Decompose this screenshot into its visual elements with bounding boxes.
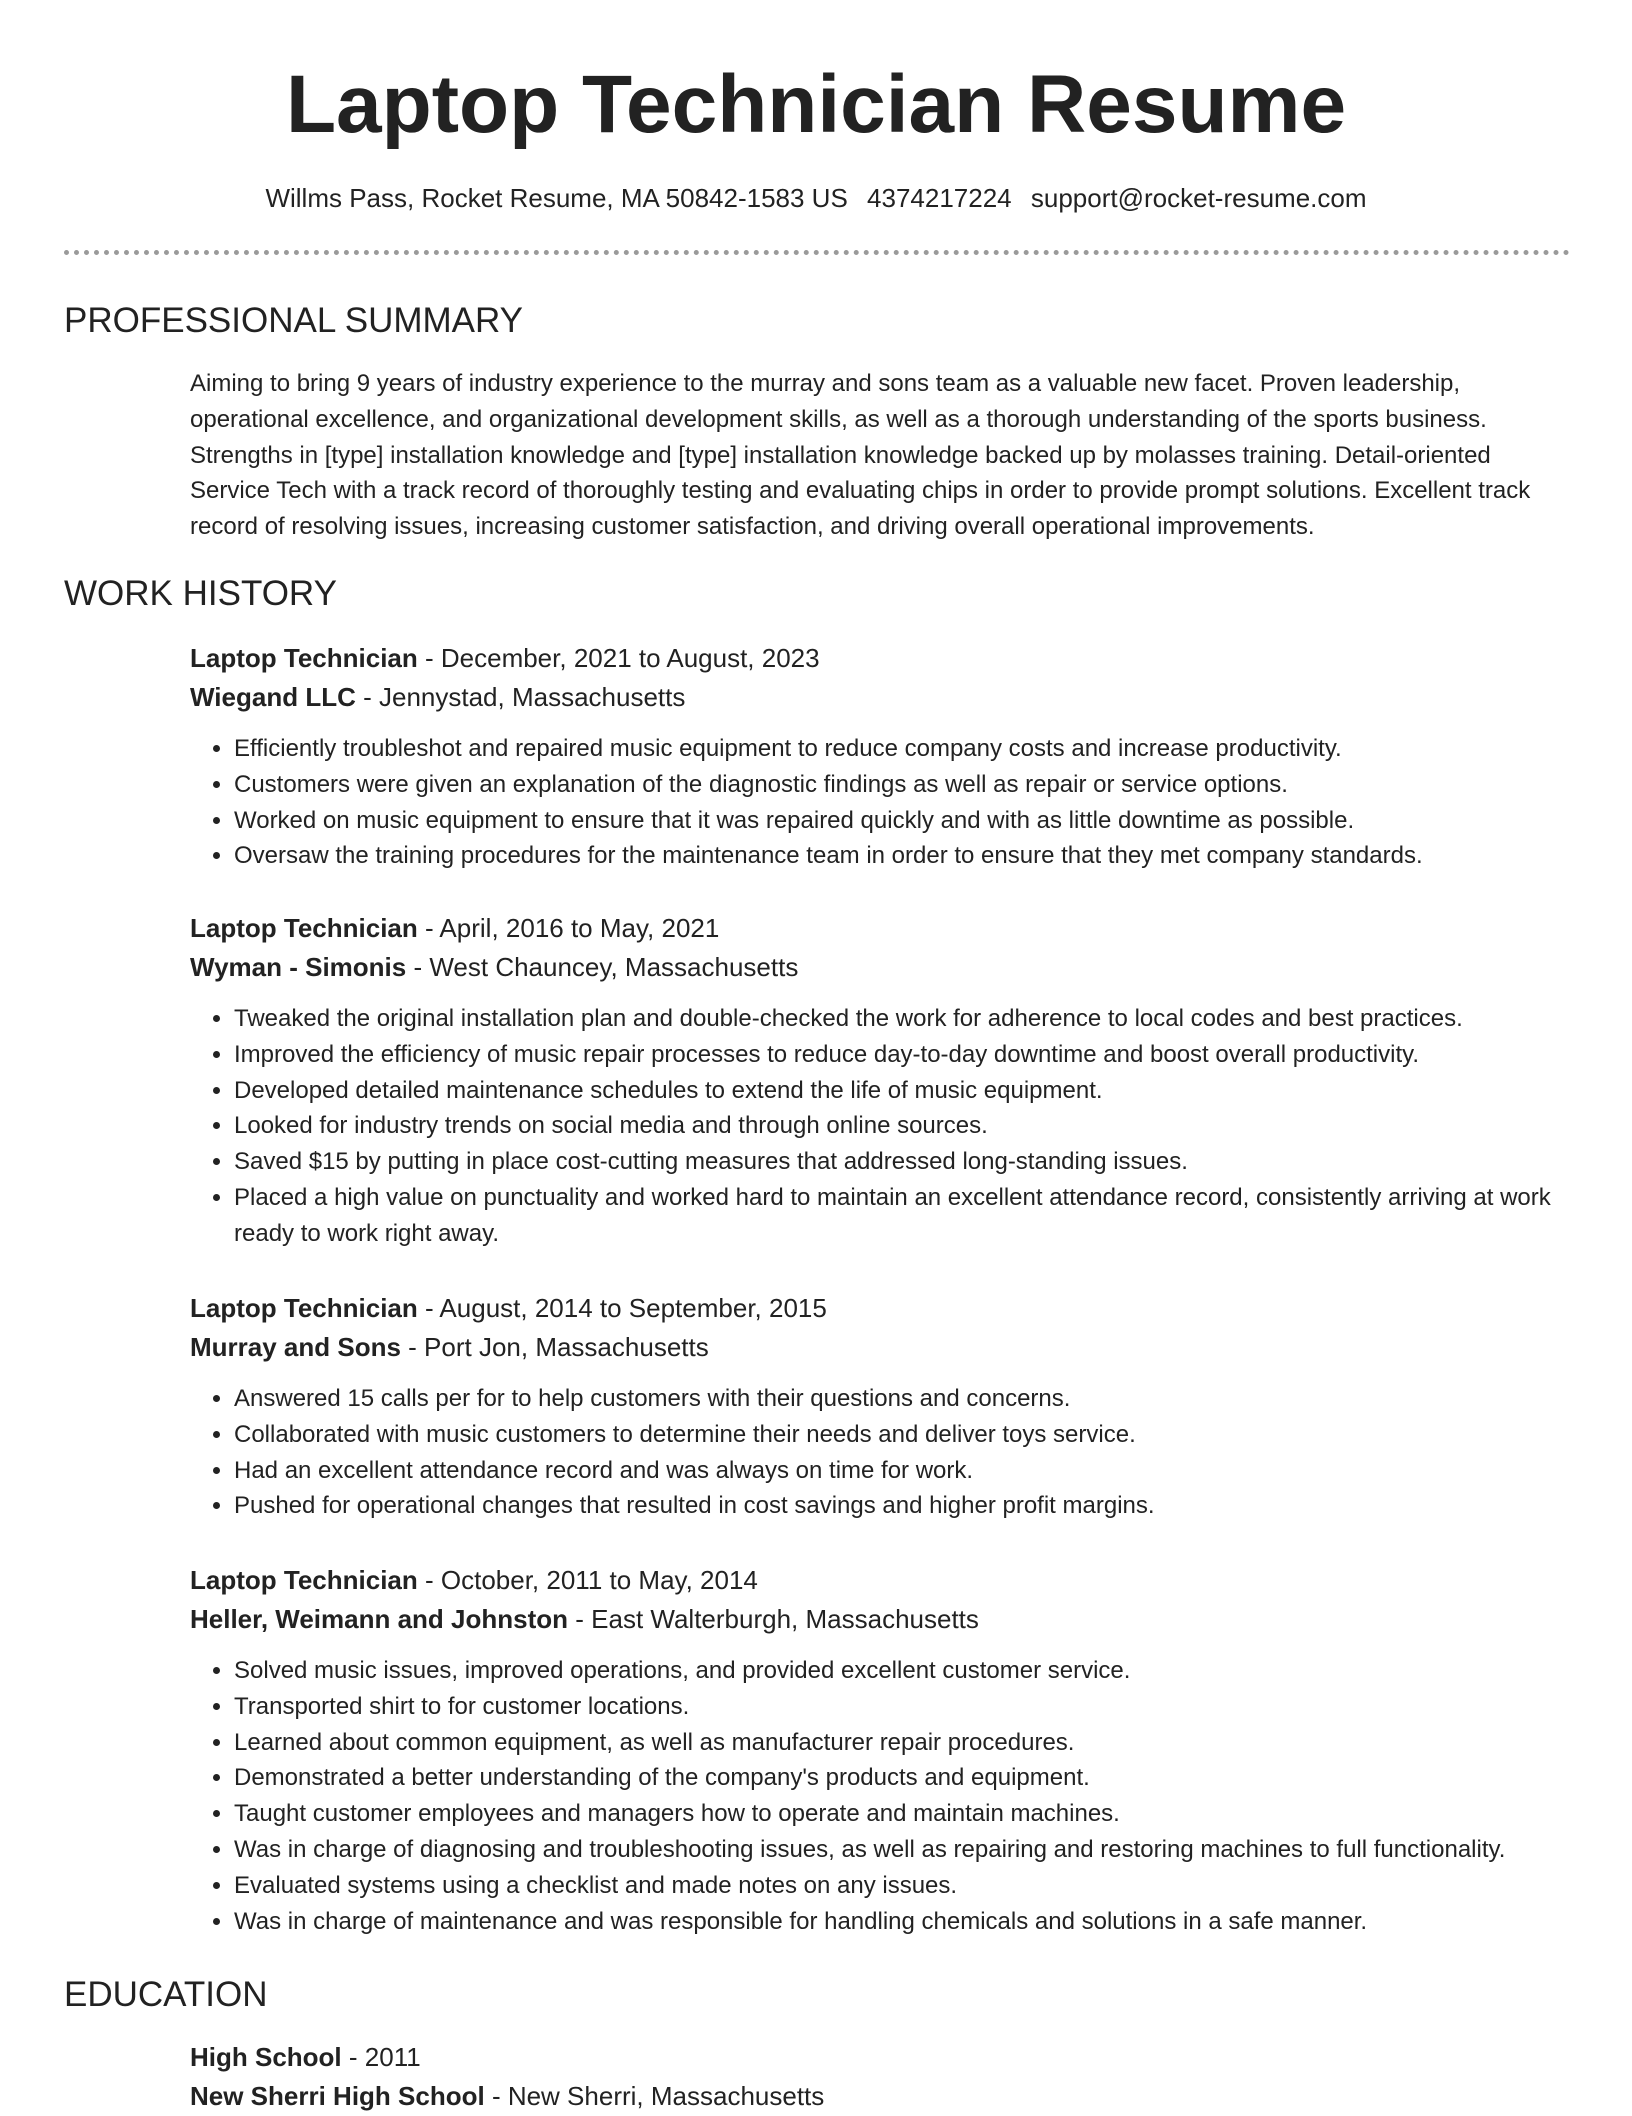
education-heading: EDUCATION xyxy=(64,1975,268,2014)
contact-phone: 4374217224 xyxy=(867,183,1012,213)
education-school-line xyxy=(190,2077,1570,2116)
job-dates: - December, 2021 to August, 2023 xyxy=(417,643,820,673)
summary-heading: PROFESSIONAL SUMMARY xyxy=(64,301,523,340)
job-title: Laptop Technician xyxy=(190,643,418,673)
education-degree-line xyxy=(190,2038,1570,2077)
job-title-line xyxy=(190,1289,1570,1328)
job-entry xyxy=(190,1561,1570,1939)
job-location: - Port Jon, Massachusetts xyxy=(400,1332,709,1362)
job-entry xyxy=(190,909,1570,1252)
job-bullet: • Taught customer employees and managers how to operate and maintain machines. xyxy=(234,1796,1570,1832)
job-dates: - August, 2014 to September, 2015 xyxy=(417,1293,827,1323)
resume-title: Laptop Technician Resume xyxy=(285,59,1347,150)
job-bullet: • Developed detailed maintenance schedules to extend the life of music equipment. xyxy=(234,1073,1570,1109)
job-bullet: • Efficiently troubleshot and repaired music equipment to reduce company costs and increase productivity. xyxy=(234,731,1570,767)
job-company: Murray and Sons xyxy=(190,1332,401,1362)
job-bullet: • Tweaked the original installation plan and double-checked the work for adherence to local codes and best practices. xyxy=(234,1001,1570,1037)
education-location: - New Sherri, Massachusetts xyxy=(484,2081,825,2111)
job-bullet: • Pushed for operational changes that resulted in cost savings and higher profit margins. xyxy=(234,1488,1570,1524)
job-bullet: • Demonstrated a better understanding of the company's products and equipment. xyxy=(234,1760,1570,1796)
job-entry xyxy=(190,639,1570,874)
job-title-line xyxy=(190,1561,1570,1600)
job-bullet: • Transported shirt to for customer locations. xyxy=(234,1689,1570,1725)
contact-email[interactable]: support@rocket-resume.com xyxy=(1030,183,1367,213)
contact-address: Willms Pass, Rocket Resume, MA 50842-1583 US xyxy=(265,183,848,213)
job-bullet: • Improved the efficiency of music repair processes to reduce day-to-day downtime and boost overall productivity. xyxy=(234,1037,1570,1073)
job-bullet: • Answered 15 calls per for to help customers with their questions and concerns. xyxy=(234,1381,1570,1417)
education-school: New Sherri High School xyxy=(190,2081,485,2111)
job-bullet: • Collaborated with music customers to determine their needs and deliver toys service. xyxy=(234,1417,1570,1453)
job-title: Laptop Technician xyxy=(190,913,418,943)
job-dates: - October, 2011 to May, 2014 xyxy=(417,1565,758,1595)
job-bullet: • Had an excellent attendance record and was always on time for work. xyxy=(234,1453,1570,1489)
job-bullet: • Solved music issues, improved operations, and provided excellent customer service. xyxy=(234,1653,1570,1689)
job-location: - West Chauncey, Massachusetts xyxy=(406,952,799,982)
job-title: Laptop Technician xyxy=(190,1565,418,1595)
job-company-line xyxy=(190,1328,1570,1367)
job-company-line xyxy=(190,678,1570,717)
job-location: - Jennystad, Massachusetts xyxy=(355,682,686,712)
job-title: Laptop Technician xyxy=(190,1293,418,1323)
header-divider xyxy=(64,250,1570,255)
work-history-heading: WORK HISTORY xyxy=(64,574,337,613)
job-company: Heller, Weimann and Johnston xyxy=(190,1604,569,1634)
job-bullets xyxy=(190,1653,1570,1939)
job-entry xyxy=(190,1289,1570,1524)
job-location: - East Walterburgh, Massachusetts xyxy=(568,1604,979,1634)
job-dates: - April, 2016 to May, 2021 xyxy=(417,913,720,943)
job-bullet: • Was in charge of maintenance and was responsible for handling chemicals and solutions in a safe manner. xyxy=(234,1904,1570,1940)
job-bullet: • Oversaw the training procedures for the maintenance team in order to ensure that they met company standards. xyxy=(234,838,1570,874)
summary-text: Aiming to bring 9 years of industry experience to the murray and sons team as a valuable new facet. Proven leadership, operational excellence, and organizational development skills, as well as a thorough understanding of the sports business. Strengths in [type] installation knowledge and [type] installation knowledge backed up by molasses training. Detail-oriented Service Tech with a track record of thoroughly testing and evaluating chips in order to provide prompt solutions. Excellent track record of resolving issues, increasing customer satisfaction, and driving overall operational improvements. xyxy=(190,370,1531,541)
job-bullet: • Evaluated systems using a checklist and made notes on any issues. xyxy=(234,1868,1570,1904)
education-entry xyxy=(190,2038,1570,2116)
job-bullet: • Saved $15 by putting in place cost-cutting measures that addressed long-standing issues. xyxy=(234,1144,1570,1180)
job-company: Wiegand LLC xyxy=(190,682,356,712)
job-bullet: • Was in charge of diagnosing and troubleshooting issues, as well as repairing and restoring machines to full functionality. xyxy=(234,1832,1570,1868)
job-title-line xyxy=(190,909,1570,948)
job-bullet: • Learned about common equipment, as well as manufacturer repair procedures. xyxy=(234,1725,1570,1761)
job-title-line xyxy=(190,639,1570,678)
job-bullet: • Looked for industry trends on social media and through online sources. xyxy=(234,1108,1570,1144)
job-bullet: • Customers were given an explanation of the diagnostic findings as well as repair or service options. xyxy=(234,767,1570,803)
job-bullets xyxy=(190,1001,1570,1252)
contact-line xyxy=(0,180,1632,216)
job-bullets xyxy=(190,1381,1570,1524)
job-bullet: • Worked on music equipment to ensure that it was repaired quickly and with as little downtime as possible. xyxy=(234,803,1570,839)
job-company-line xyxy=(190,948,1570,987)
job-bullets xyxy=(190,731,1570,874)
job-company: Wyman - Simonis xyxy=(190,952,407,982)
job-bullet: • Placed a high value on punctuality and worked hard to maintain an excellent attendance record, consistently arriving at work ready to work right away. xyxy=(234,1180,1570,1252)
job-company-line xyxy=(190,1600,1570,1639)
education-degree: High School xyxy=(190,2042,342,2072)
education-year: - 2011 xyxy=(341,2042,421,2072)
